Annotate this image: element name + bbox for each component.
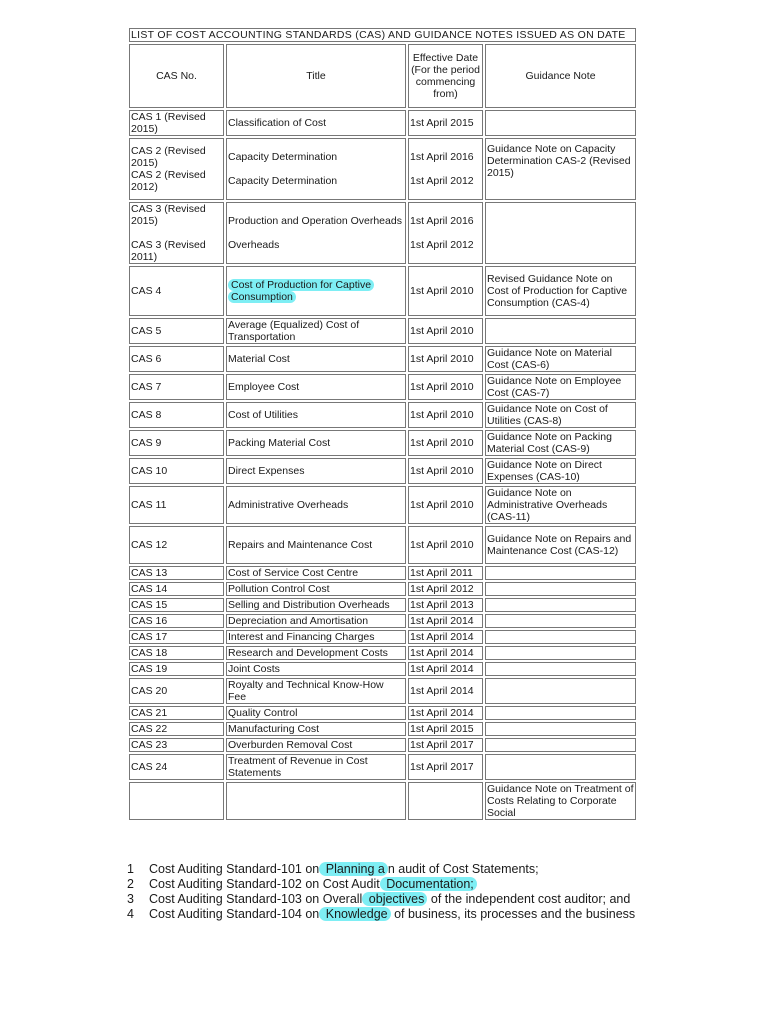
date-cell: 1st April 2010 xyxy=(408,486,483,524)
guidance-note-cell xyxy=(485,110,636,136)
guidance-note-cell: Guidance Note on Capacity Determination CAS-2 (Revised 2015) xyxy=(485,138,636,200)
date-cell: 1st April 2010 xyxy=(408,266,483,316)
list-item xyxy=(127,907,673,922)
date-cell: 1st April 2010 xyxy=(408,346,483,372)
guidance-note-cell xyxy=(485,678,636,704)
cas-no-cell: CAS 10 xyxy=(129,458,224,484)
table-row xyxy=(129,582,636,596)
header-effective-date: Effective Date (For the period commencing from) xyxy=(408,44,483,108)
list-item-text: n audit of Cost Statements; xyxy=(387,862,539,876)
date-cell: 1st April 2014 xyxy=(408,630,483,644)
date-cell: 1st April 2015 xyxy=(408,722,483,736)
date-cell: 1st April 2014 xyxy=(408,614,483,628)
date-secondary: 1st April 2012 xyxy=(410,239,474,251)
guidance-note-cell xyxy=(485,582,636,596)
list-item-number: 3 xyxy=(127,892,134,906)
table-row xyxy=(129,706,636,720)
title-cell: Treatment of Revenue in Cost Statements xyxy=(226,754,406,780)
guidance-note-cell: Guidance Note on Direct Expenses (CAS-10) xyxy=(485,458,636,484)
title-cell: Direct Expenses xyxy=(226,458,406,484)
title-cell: Pollution Control Cost xyxy=(226,582,406,596)
table-row xyxy=(129,598,636,612)
title-cell: Repairs and Maintenance Cost xyxy=(226,526,406,564)
date-cell: 1st April 2010 xyxy=(408,318,483,344)
cas-no-cell: CAS 20 xyxy=(129,678,224,704)
guidance-note-cell: Guidance Note on Packing Material Cost (CAS-9) xyxy=(485,430,636,456)
cas-no-cell: CAS 21 xyxy=(129,706,224,720)
cas-no-cell xyxy=(129,782,224,820)
list-item-number: 1 xyxy=(127,862,134,876)
cas-no-primary: CAS 3 (Revised 2015) xyxy=(131,203,206,227)
date-cell: 1st April 2010 xyxy=(408,526,483,564)
title-cell xyxy=(226,202,406,264)
date-cell: 1st April 2017 xyxy=(408,738,483,752)
cost-auditing-standards-list xyxy=(127,862,673,922)
title-cell: Cost of Service Cost Centre xyxy=(226,566,406,580)
date-cell: 1st April 2017 xyxy=(408,754,483,780)
guidance-note-cell xyxy=(485,738,636,752)
cas-no-cell: CAS 12 xyxy=(129,526,224,564)
cas-no-cell: CAS 5 xyxy=(129,318,224,344)
date-cell: 1st April 2014 xyxy=(408,646,483,660)
title-primary: Capacity Determination xyxy=(228,151,338,163)
cas-no-cell: CAS 13 xyxy=(129,566,224,580)
date-cell: 1st April 2015 xyxy=(408,110,483,136)
guidance-note-cell xyxy=(485,646,636,660)
table-row xyxy=(129,266,636,316)
title-cell: Quality Control xyxy=(226,706,406,720)
cas-no-primary: CAS 2 (Revised 2015) xyxy=(131,145,206,169)
cas-no-cell: CAS 19 xyxy=(129,662,224,676)
table-row xyxy=(129,678,636,704)
cas-no-secondary: CAS 3 (Revised 2011) xyxy=(131,239,206,263)
title-cell: Material Cost xyxy=(226,346,406,372)
title-cell: Packing Material Cost xyxy=(226,430,406,456)
guidance-note-cell xyxy=(485,202,636,264)
title-cell: Employee Cost xyxy=(226,374,406,400)
cas-no-cell: CAS 18 xyxy=(129,646,224,660)
list-item-text: of business, its processes and the business xyxy=(390,907,636,921)
date-cell xyxy=(408,202,483,264)
guidance-note-cell xyxy=(485,598,636,612)
guidance-note-cell xyxy=(485,662,636,676)
title-primary: Production and Operation Overheads xyxy=(228,215,402,227)
title-cell: Overburden Removal Cost xyxy=(226,738,406,752)
date-cell: 1st April 2011 xyxy=(408,566,483,580)
title-cell: Royalty and Technical Know-How Fee xyxy=(226,678,406,704)
guidance-note-cell xyxy=(485,566,636,580)
header-title: Title xyxy=(226,44,406,108)
cas-no-cell: CAS 11 xyxy=(129,486,224,524)
cas-no-cell: CAS 16 xyxy=(129,614,224,628)
highlighted-title: Cost of Production for Captive Consumption xyxy=(228,279,374,303)
title-cell: Research and Development Costs xyxy=(226,646,406,660)
title-cell: Depreciation and Amortisation xyxy=(226,614,406,628)
table-row xyxy=(129,458,636,484)
table-title-row xyxy=(129,28,636,42)
cas-no-cell: CAS 4 xyxy=(129,266,224,316)
cas-no-cell xyxy=(129,138,224,200)
title-cell xyxy=(226,138,406,200)
date-cell: 1st April 2010 xyxy=(408,374,483,400)
table-header-row xyxy=(129,44,636,108)
table-row xyxy=(129,486,636,524)
table-row xyxy=(129,646,636,660)
list-item xyxy=(127,862,673,877)
table-row xyxy=(129,566,636,580)
list-item-text: Cost Auditing Standard-102 on Cost Audit xyxy=(149,877,380,891)
guidance-note-cell: Guidance Note on Repairs and Maintenance Cost (CAS-12) xyxy=(485,526,636,564)
cas-no-cell: CAS 17 xyxy=(129,630,224,644)
title-secondary: Overheads xyxy=(228,239,280,251)
highlighted-text: objectives xyxy=(362,892,427,906)
date-cell xyxy=(408,138,483,200)
title-cell: Interest and Financing Charges xyxy=(226,630,406,644)
guidance-note-cell xyxy=(485,318,636,344)
date-cell: 1st April 2010 xyxy=(408,402,483,428)
guidance-note-cell xyxy=(485,614,636,628)
title-cell: Average (Equalized) Cost of Transportation xyxy=(226,318,406,344)
list-item-text: Cost Auditing Standard-104 on xyxy=(149,907,320,921)
cas-no-cell: CAS 22 xyxy=(129,722,224,736)
title-cell: Selling and Distribution Overheads xyxy=(226,598,406,612)
guidance-note-cell: Guidance Note on Administrative Overheads (CAS-11) xyxy=(485,486,636,524)
date-cell: 1st April 2010 xyxy=(408,458,483,484)
cas-no-cell: CAS 8 xyxy=(129,402,224,428)
guidance-note-cell xyxy=(485,722,636,736)
cas-no-cell xyxy=(129,202,224,264)
date-cell: 1st April 2010 xyxy=(408,430,483,456)
guidance-note-cell: Guidance Note on Cost of Utilities (CAS-8) xyxy=(485,402,636,428)
table-row xyxy=(129,614,636,628)
guidance-note-cell: Revised Guidance Note on Cost of Production for Captive Consumption (CAS-4) xyxy=(485,266,636,316)
cas-no-cell: CAS 6 xyxy=(129,346,224,372)
date-primary: 1st April 2016 xyxy=(410,151,474,163)
list-item-number: 4 xyxy=(127,907,134,921)
guidance-note-cell xyxy=(485,630,636,644)
date-cell: 1st April 2013 xyxy=(408,598,483,612)
date-cell: 1st April 2012 xyxy=(408,582,483,596)
cas-no-cell: CAS 14 xyxy=(129,582,224,596)
list-item-number: 2 xyxy=(127,877,134,891)
table-row xyxy=(129,662,636,676)
date-cell xyxy=(408,782,483,820)
cas-no-cell: CAS 1 (Revised 2015) xyxy=(129,110,224,136)
title-cell: Manufacturing Cost xyxy=(226,722,406,736)
cas-no-secondary: CAS 2 (Revised 2012) xyxy=(131,169,206,193)
table-row xyxy=(129,526,636,564)
table-row xyxy=(129,630,636,644)
table-row xyxy=(129,782,636,820)
list-item-text: of the independent cost auditor; and xyxy=(427,892,631,906)
highlighted-text: Knowledge xyxy=(319,907,390,921)
title-cell: Cost of Utilities xyxy=(226,402,406,428)
header-cas-no: CAS No. xyxy=(129,44,224,108)
cas-table xyxy=(127,26,638,822)
table-row xyxy=(129,430,636,456)
guidance-note-cell: Guidance Note on Employee Cost (CAS-7) xyxy=(485,374,636,400)
cas-no-cell: CAS 23 xyxy=(129,738,224,752)
date-cell: 1st April 2014 xyxy=(408,706,483,720)
guidance-note-cell xyxy=(485,754,636,780)
list-item xyxy=(127,892,673,907)
cas-no-cell: CAS 9 xyxy=(129,430,224,456)
list-item-text: Cost Auditing Standard-101 on xyxy=(149,862,320,876)
highlighted-text: Planning a xyxy=(319,862,388,876)
header-guidance-note: Guidance Note xyxy=(485,44,636,108)
cas-no-cell: CAS 15 xyxy=(129,598,224,612)
list-item xyxy=(127,877,673,892)
table-row xyxy=(129,374,636,400)
title-cell: Joint Costs xyxy=(226,662,406,676)
table-row xyxy=(129,722,636,736)
table-row xyxy=(129,346,636,372)
date-cell: 1st April 2014 xyxy=(408,678,483,704)
table-row xyxy=(129,402,636,428)
table-row xyxy=(129,738,636,752)
title-cell xyxy=(226,782,406,820)
title-cell: Administrative Overheads xyxy=(226,486,406,524)
table-row xyxy=(129,202,636,264)
highlighted-text: Documentation; xyxy=(380,877,477,891)
cas-no-cell: CAS 7 xyxy=(129,374,224,400)
table-row xyxy=(129,754,636,780)
title-cell: Classification of Cost xyxy=(226,110,406,136)
table-title: LIST OF COST ACCOUNTING STANDARDS (CAS) AND GUIDANCE NOTES ISSUED AS ON DATE xyxy=(129,28,636,42)
guidance-note-cell: Guidance Note on Material Cost (CAS-6) xyxy=(485,346,636,372)
table-row xyxy=(129,318,636,344)
title-cell xyxy=(226,266,406,316)
date-secondary: 1st April 2012 xyxy=(410,175,474,187)
guidance-note-cell xyxy=(485,706,636,720)
table-row xyxy=(129,110,636,136)
title-secondary: Capacity Determination xyxy=(228,175,338,187)
list-item-text: Cost Auditing Standard-103 on Overall xyxy=(149,892,363,906)
guidance-note-cell: Guidance Note on Treatment of Costs Relating to Corporate Social xyxy=(485,782,636,820)
table-row xyxy=(129,138,636,200)
date-primary: 1st April 2016 xyxy=(410,215,474,227)
cas-document xyxy=(127,26,634,822)
cas-no-cell: CAS 24 xyxy=(129,754,224,780)
date-cell: 1st April 2014 xyxy=(408,662,483,676)
